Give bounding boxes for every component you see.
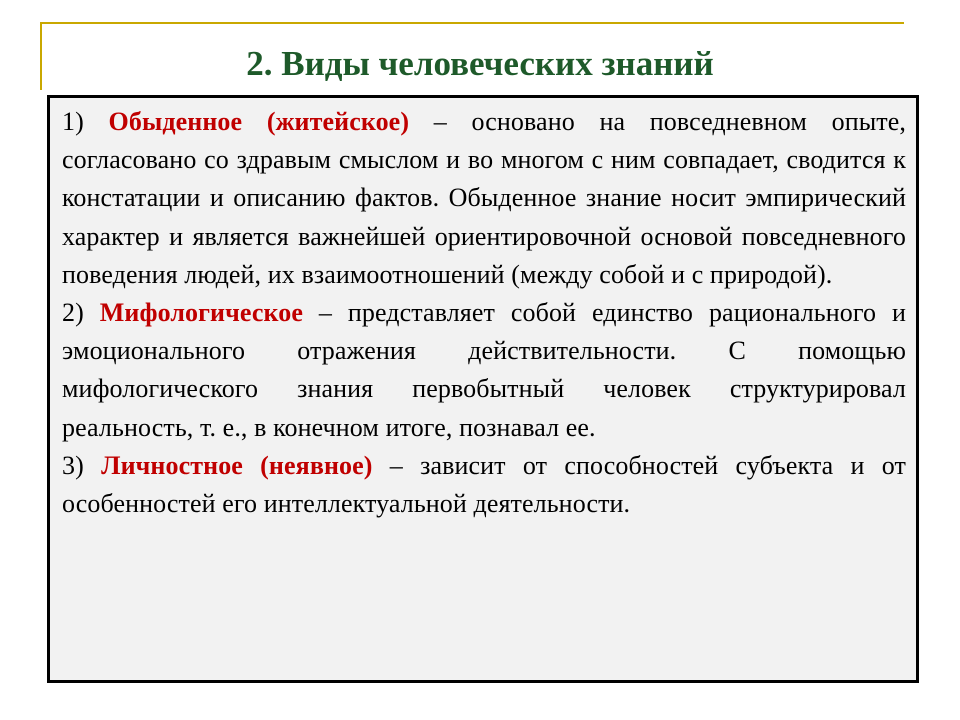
decorative-horizontal-line	[40, 22, 904, 24]
item-term: Мифологическое	[99, 298, 303, 328]
content-box	[47, 95, 919, 683]
item-description: – основано на повседневном опыте, согласовано со здравым смыслом и во многом с ним совпадает, сводится к констатации и описанию фактов. Обыденное знание носит эмпирический характер и является важнейшей ориентировочной основой повседневного поведения людей, их взаимоотношений (между собой и с природой).	[62, 107, 906, 289]
item-description: – зависит от способностей субъекта и от особенностей его интеллектуальной деятельности.	[62, 450, 906, 519]
slide-title: 2. Виды человеческих знаний	[246, 44, 714, 83]
item-description: – представляет собой единство рационального и эмоционального отражения действительности. С помощью мифологического знания первобытный человек структурировал реальность, т. е., в конечном итоге, познавал ее.	[62, 298, 906, 442]
item-number: 2)	[62, 298, 84, 328]
item-number: 1)	[62, 107, 84, 136]
knowledge-item-mythological	[62, 294, 906, 447]
knowledge-item-everyday	[62, 103, 906, 294]
item-term: Обыденное (житейское)	[108, 107, 410, 136]
item-number: 3)	[62, 450, 84, 480]
item-term: Личностное (неявное)	[101, 450, 373, 480]
knowledge-item-personal	[62, 447, 906, 523]
